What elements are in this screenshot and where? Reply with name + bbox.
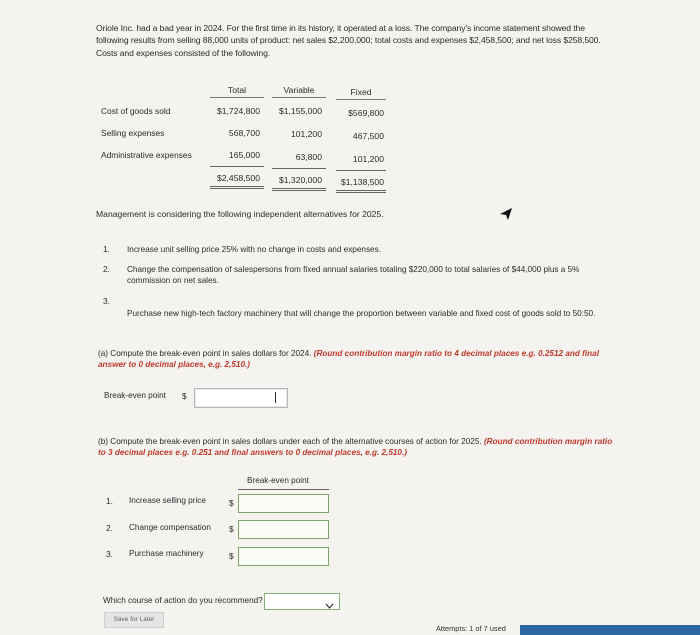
header-variable: Variable bbox=[283, 85, 315, 95]
row-label-selling: Selling expenses bbox=[101, 128, 165, 138]
cogs-fixed: $569,800 bbox=[348, 108, 384, 118]
b-row-1-num: 1. bbox=[106, 496, 113, 506]
part-a-prefix: (a) Compute the break-even point in sales dollars for 2024. bbox=[98, 349, 312, 358]
increase-price-input[interactable] bbox=[238, 494, 329, 513]
header-total: Total bbox=[227, 85, 247, 95]
management-text: Management is considering the following independent alternatives for 2025. bbox=[96, 209, 384, 219]
b-row-3-label: Purchase machinery bbox=[129, 549, 204, 558]
part-b-instructions bbox=[98, 436, 618, 458]
alt-2-text: Change the compensation of salespersons from fixed annual salaries totaling $220,000 to total salaries of $44,000 plus a 5% commission on net sales. bbox=[127, 265, 580, 286]
selling-variable: 101,200 bbox=[290, 129, 322, 139]
b-row-3-num: 3. bbox=[106, 549, 113, 559]
admin-fixed: 101,200 bbox=[352, 154, 384, 164]
b-row-2-num: 2. bbox=[106, 523, 113, 533]
save-for-later-button[interactable]: Save for Later bbox=[104, 612, 164, 628]
cogs-total: $1,724,800 bbox=[216, 106, 260, 116]
break-even-label: Break-even point bbox=[104, 391, 166, 400]
alt-2-num: 2. bbox=[103, 264, 110, 274]
alt-1-num: 1. bbox=[103, 244, 110, 254]
cursor-icon bbox=[500, 207, 512, 225]
part-b-prefix: (b) Compute the break-even point in sales dollars under each of the alternative courses of action for 2025. bbox=[98, 437, 482, 446]
text-caret bbox=[275, 392, 276, 403]
part-a-rounding: (Round contribution margin ratio to 4 decimal places e.g. 0.2512 and final answer to 0 decimal places, e.g. 2,510.) bbox=[98, 349, 599, 369]
b-row-1-label: Increase selling price bbox=[129, 496, 206, 505]
recommend-select[interactable] bbox=[264, 593, 340, 610]
problem-intro: Oriole Inc. had a bad year in 2024. For the first time in its history, it operated at a loss. The company's income statement showed the following results from selling 88,000 units of product: net sales $2,200,000; total costs and expenses $2,458,500; and net loss $258,500. Costs and expenses consisted of the following. bbox=[96, 23, 601, 58]
cogs-variable: $1,155,000 bbox=[278, 106, 322, 116]
header-fixed: Fixed bbox=[350, 87, 372, 97]
chevron-down-icon bbox=[325, 597, 334, 615]
break-even-2024-input[interactable] bbox=[194, 388, 288, 408]
admin-variable: 63,800 bbox=[295, 152, 322, 162]
part-a-currency: $ bbox=[182, 391, 187, 401]
part-a-instructions bbox=[98, 348, 618, 370]
part-b-rounding: (Round contribution margin ratio to 3 decimal places e.g. 0.251 and final answers to 0 decimal places, e.g. 2,510.) bbox=[98, 437, 613, 457]
recommend-label: Which course of action do you recommend? bbox=[103, 596, 263, 605]
purchase-machinery-input[interactable] bbox=[238, 547, 329, 566]
break-even-column-header: Break-even point bbox=[247, 476, 309, 485]
alt-1-text: Increase unit selling price 25% with no change in costs and expenses. bbox=[127, 245, 381, 254]
total-total: $2,458,500 bbox=[216, 173, 260, 183]
b-row-3-currency: $ bbox=[229, 551, 234, 561]
selling-total: 568,700 bbox=[228, 128, 260, 138]
b-row-2-label: Change compensation bbox=[129, 523, 211, 532]
b-row-1-currency: $ bbox=[229, 498, 234, 508]
attempts-counter: Attempts: 1 of 7 used bbox=[436, 624, 506, 633]
admin-total: 165,000 bbox=[228, 150, 260, 160]
b-row-2-currency: $ bbox=[229, 524, 234, 534]
selling-fixed: 467,500 bbox=[352, 131, 384, 141]
alt-3-text: Purchase new high-tech factory machinery that will change the proportion between variable and fixed cost of goods sold to 50:50. bbox=[127, 309, 596, 318]
submit-bar[interactable] bbox=[520, 625, 700, 635]
total-fixed: $1,138,500 bbox=[340, 177, 384, 187]
change-compensation-input[interactable] bbox=[238, 520, 329, 539]
alt-3-num: 3. bbox=[103, 296, 110, 306]
row-label-cogs: Cost of goods sold bbox=[101, 106, 171, 116]
row-label-admin: Administrative expenses bbox=[101, 150, 192, 160]
total-variable: $1,320,000 bbox=[278, 175, 322, 185]
